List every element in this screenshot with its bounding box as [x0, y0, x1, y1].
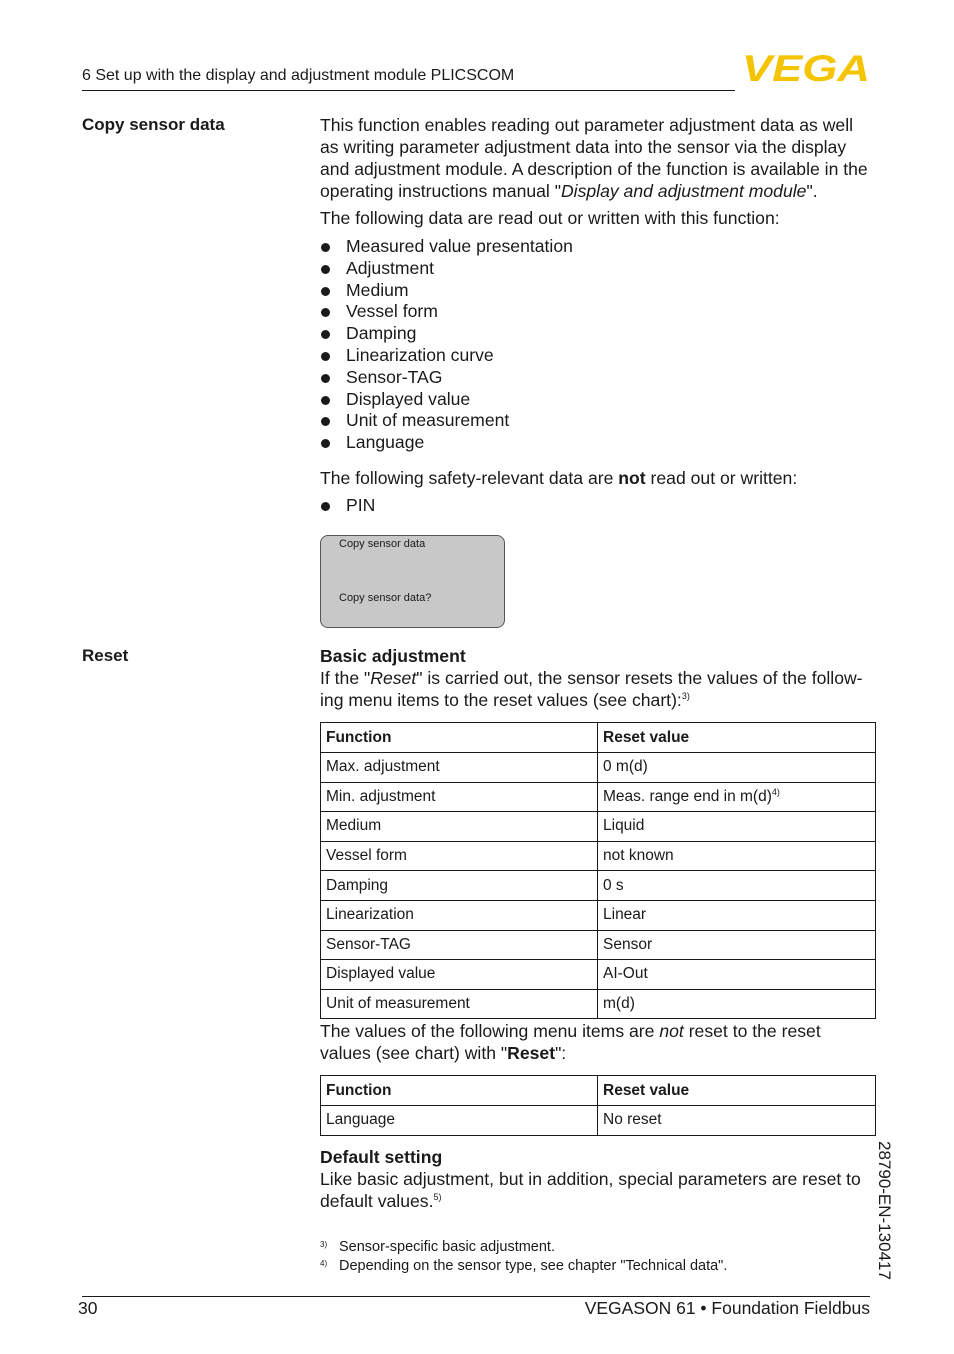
not-reset-note: The values of the following menu items are not reset to the reset values (see chart) with "Reset": [320, 1021, 821, 1063]
list-item: Language [320, 432, 876, 454]
footer-rule [82, 1296, 870, 1297]
safety-data-list [320, 495, 876, 517]
basic-adjustment-heading: Basic adjustment [320, 646, 466, 666]
footer-title: VEGASON 61 • Foundation Fieldbus [584, 1298, 870, 1318]
display-line-title: Copy sensor data [339, 538, 426, 550]
footnote: 4) Depending on the sensor type, see chapter "Technical data". [320, 1258, 728, 1274]
not-reset-table [320, 1075, 876, 1136]
function-cell: Damping [321, 871, 598, 901]
footnote-ref: 3) [681, 691, 690, 702]
list-item: Adjustment [320, 258, 876, 280]
reset-value-cell: 0 s [598, 871, 876, 901]
table-row [321, 812, 876, 842]
copy-sensor-data-lead: The following data are read out or written with this function: [320, 208, 780, 228]
table-row [321, 960, 876, 990]
list-item: Damping [320, 323, 876, 345]
function-cell: Max. adjustment [321, 753, 598, 783]
function-cell: Displayed value [321, 960, 598, 990]
table-row [321, 930, 876, 960]
svg-text:VEGA: VEGA [742, 52, 870, 84]
list-item: Displayed value [320, 389, 876, 411]
copy-sensor-data-intro: This function enables reading out parameter adjustment data as well as writing parameter adjustment data into the sensor via the display and adjustment module. A description of the function is available in the operating instructions manual "Display and adjustment module". [320, 115, 868, 201]
footnote-ref: 5) [433, 1192, 442, 1203]
column-header-reset-value: Reset value [598, 1076, 876, 1106]
footnote-ref: 4) [771, 786, 780, 797]
list-item: Unit of measurement [320, 410, 876, 432]
reset-value-cell: 0 m(d) [598, 753, 876, 783]
table-row [321, 841, 876, 871]
footnote: 3) Sensor-specific basic adjustment. [320, 1239, 555, 1255]
function-cell: Medium [321, 812, 598, 842]
table-row [321, 871, 876, 901]
list-item: PIN [320, 495, 876, 517]
column-header-reset-value: Reset value [598, 723, 876, 753]
basic-adjustment-text: If the "Reset" is carried out, the sensor resets the values of the follow-ing menu items to the reset values (see chart):$^{3)}$ [320, 668, 863, 710]
reset-value-cell: AI-Out [598, 960, 876, 990]
reset-value-cell: Meas. range end in $m(d)^{4)}$ [598, 782, 876, 812]
copied-data-list [320, 236, 876, 454]
running-header: 6 Set up with the display and adjustment module PLICSCOM [82, 67, 515, 84]
column-header-function: Function [321, 723, 598, 753]
list-item: Sensor-TAG [320, 367, 876, 389]
reset-value-cell: m(d) [598, 989, 876, 1019]
function-cell: Vessel form [321, 841, 598, 871]
list-item: Linearization curve [320, 345, 876, 367]
footnotes [320, 1238, 727, 1276]
reset-values-table [320, 722, 876, 1019]
function-cell: Min. adjustment [321, 782, 598, 812]
table-header-row [321, 1076, 876, 1106]
reset-label: Reset [82, 646, 129, 665]
default-setting-heading: Default setting [320, 1147, 443, 1167]
list-item: Vessel form [320, 301, 876, 323]
reset-value-cell: No reset [598, 1106, 876, 1136]
document-code: 28790-EN-130417 [875, 1141, 894, 1280]
function-cell: Sensor-TAG [321, 930, 598, 960]
list-item: Medium [320, 280, 876, 302]
reset-value-cell: Sensor [598, 930, 876, 960]
table-header-row [321, 723, 876, 753]
list-item: Measured value presentation [320, 236, 876, 258]
reset-value-cell: Linear [598, 900, 876, 930]
function-cell: Language [321, 1106, 598, 1136]
display-module-screen [320, 535, 505, 628]
table-row [321, 782, 876, 812]
page-number: 30 [78, 1298, 98, 1318]
copy-sensor-data-label: Copy sensor data [82, 115, 225, 134]
column-header-function: Function [321, 1076, 598, 1106]
function-cell: Linearization [321, 900, 598, 930]
default-setting-text: Like basic adjustment, but in addition, special parameters are reset to default values.$^{5)}$ [320, 1169, 861, 1211]
table-row [321, 900, 876, 930]
header-rule [82, 90, 735, 91]
function-cell: Unit of measurement [321, 989, 598, 1019]
table-row [321, 1106, 876, 1136]
reset-value-cell: Liquid [598, 812, 876, 842]
reset-value-cell: not known [598, 841, 876, 871]
table-row [321, 989, 876, 1019]
safety-data-note: The following safety-relevant data are not read out or written: [320, 468, 798, 488]
vega-logo [742, 52, 872, 84]
display-line-prompt: Copy sensor data? [339, 592, 432, 604]
table-row [321, 753, 876, 783]
